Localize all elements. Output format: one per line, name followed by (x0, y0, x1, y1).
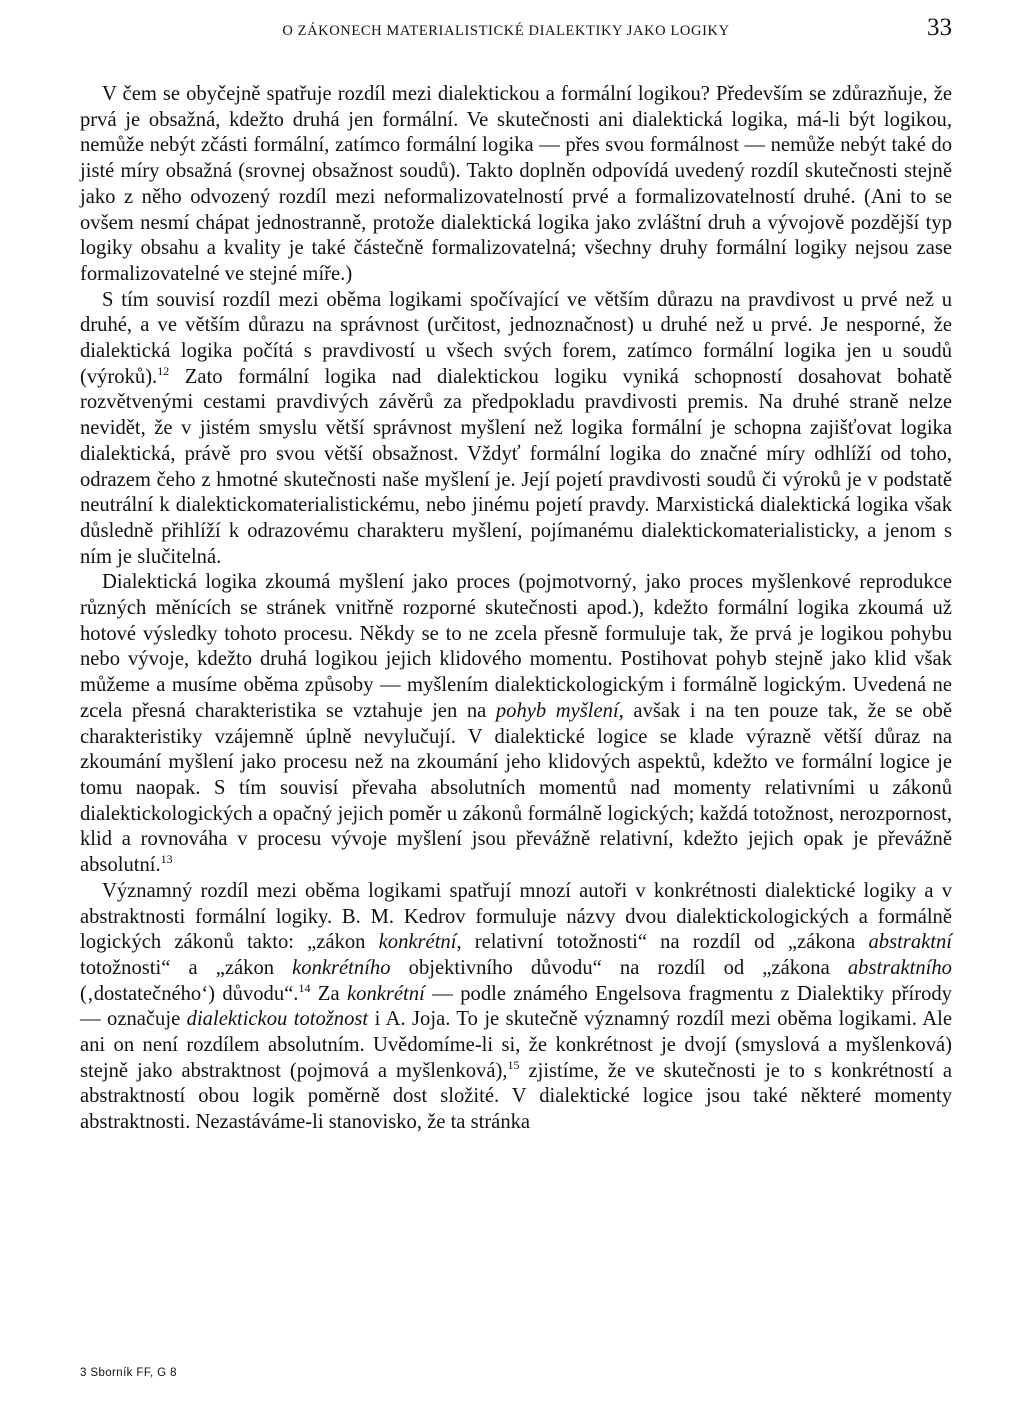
paragraph (80, 82, 952, 288)
emphasized-text: konkrétní, (378, 931, 462, 954)
text-run: S tím souvisí rozdíl mezi oběma logikami spočívající ve větším důrazu na pravdivost u prvé než u druhé, a ve větším důrazu na správnost (určitost, jednoznačnost) u druhé než u prvé. Je nesporné, že dialektická logika počítá s pravdivostí u všech svých forem, zatímco formální logika jen u soudů (výroků). (80, 288, 952, 388)
emphasized-text: konkrétní (347, 982, 425, 1005)
text-run: relativní totožnosti“ na rozdíl od „zákona (461, 931, 869, 954)
emphasized-text: pohyb myšlení, (495, 699, 624, 722)
text-run: (‚dostatečného‘) důvodu“. (80, 982, 299, 1005)
footnote-reference: 13 (160, 852, 173, 867)
text-run: i A. Joja. To je skutečně významný rozdíl mezi oběma logikami. Ale ani on není rozdílem absolutním. Uvědomíme-li si, že konkrétnost je dvojí (smyslová a myšlenková) stejně jako abstraktnost (pojmová a myšlenková), (80, 1008, 952, 1082)
text-run: objektivního důvodu“ na rozdíl od „zákona (390, 956, 848, 979)
text-run: Za (310, 982, 348, 1005)
emphasized-text: abstraktního (847, 956, 952, 979)
running-header (80, 14, 952, 54)
paragraph (80, 570, 952, 878)
emphasized-text: abstraktní (868, 931, 952, 954)
emphasized-text: dialektickou totožnost (186, 1008, 369, 1031)
text-run: Zato formální logika nad dialektickou logiku vyniká schopností dosahovat bohatě rozvětvenými cestami pravdivých závěrů za předpokladu pravdivosti premis. Na druhé straně nelze nevidět, že v jistém smyslu větší správnost myšlení než logika formální je schopna zajišťovat logika dialektická, právě pro svou větší obsažnost. Vždyť formální logika do značné míry odhlíží od toho, odrazem čeho z hmotné skutečnosti naše myšlení je. Její pojetí pravdivosti soudů či výroků je v podstatě neutrální k dialektickomaterialistickému, nebo jinému pojetí pravdy. Marxistická dialektická logika však důsledně přihlíží k odrazovému charakteru myšlení, pojímanému dialektickomaterialisticky, a jenom s ním je slučitelná. (80, 365, 952, 568)
text-run: V čem se obyčejně spatřuje rozdíl mezi dialektickou a formální logikou? Především se zdůrazňuje, že prvá je obsažná, kdežto druhá jen formální. Ve skutečnosti ani dialektická logika, má-li být logikou, nemůže nebýt zčásti formální, zatímco formální logika — přes svou formálnost — nemůže nebýt také do jisté míry obsažná (srovnej obsažnost soudů). Takto doplněn odpovídá uvedený rozdíl skutečnosti stejně jako z něho odvozený rozdíl mezi neformalizovatelností prvé a formalizovatelností druhé. (Ani to se ovšem nesmí chápat jednostranně, protože dialektická logika jako zvláštní druh a vývojově pozdější typ logiky obsahu a kvality je také částečně formalizovatelná; všechny druhy formální logiky nejsou zase formalizovatelné ve stejné míře.) (80, 83, 952, 285)
footer-signature: 3 Sborník FF, G 8 (80, 1367, 177, 1379)
text-run: totožnosti“ a „zákon (80, 956, 293, 979)
body-text (80, 82, 952, 1136)
header-title: O ZÁKONECH MATERIALISTICKÉ DIALEKTIKY JAKO LOGIKY (282, 23, 730, 39)
footnote-reference: 14 (298, 980, 311, 995)
emphasized-text: konkrétního (292, 956, 391, 979)
footnote-reference: 15 (507, 1057, 520, 1072)
text-run: zjistíme, že ve skutečnosti je to s konkrétností a abstraktností obou logik poměrně dost složité. V dialektické logice jsou také některé momenty abstraktnosti. Nezastáváme-li stanovisko, že ta stránka (80, 1059, 952, 1134)
footnote-reference: 12 (157, 363, 170, 378)
text-run: — podle známého Engelsova fragmentu z Dialektiky přírody — označuje (80, 982, 952, 1031)
page-number: 33 (927, 14, 952, 41)
text-run: Dialektická logika zkoumá myšlení jako proces (pojmotvorný, jako proces myšlenkové reprodukce různých měnících se stránek vnitřně rozporné skutečnosti apod.), kdežto formální logika zkoumá už hotové výsledky tohoto procesu. Někdy se to ne zcela přesně formuluje tak, že prvá je logikou pohybu nebo vývoje, kdežto druhá logikou jejich klidového momentu. Postihovat pohyb stejně jako klid však můžeme a musíme oběma způsoby — myšlením dialektickologickým i formálně logickým. Uvedená ne zcela přesná charakteristika se vztahuje jen na (80, 571, 952, 722)
text-run: Významný rozdíl mezi oběma logikami spatřují mnozí autoři v konkrétnosti dialektické logiky a v abstraktnosti formální logiky. B. M. Kedrov formuluje názvy dvou dialektickologických a formálně logických zákonů takto: „zákon (80, 879, 952, 954)
text-run: avšak i na ten pouze tak, že se obě charakteristiky vzájemně úplně nevylučují. V dialektické logice se klade výrazně větší důraz na zkoumání myšlení jako procesu než na zkoumání jeho klidových aspektů, kdežto ve formální logice je tomu naopak. S tím souvisí převaha absolutních momentů nad momenty relativními u zákonů dialektickologických a opačný jejich poměr u zákonů formálně logických; každá totožnost, nerozpornost, klid a rovnováha v procesu vývoje myšlení jsou převážně relativní, kdežto jejich opak je převážně absolutní. (80, 699, 952, 877)
paragraph (80, 879, 952, 1136)
paragraph (80, 288, 952, 571)
